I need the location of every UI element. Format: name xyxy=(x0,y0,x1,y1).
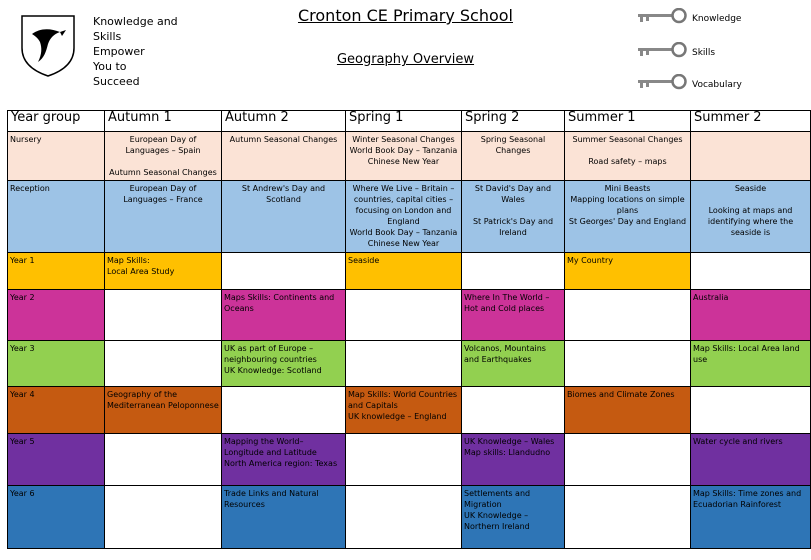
school-name: Cronton CE Primary School xyxy=(297,6,513,25)
table-cell: Australia xyxy=(691,290,811,341)
table-cell: Winter Seasonal Changes World Book Day – Tanzania Chinese New Year xyxy=(346,132,462,181)
table-cell xyxy=(222,253,346,290)
table-cell: Water cycle and rivers xyxy=(691,434,811,486)
row-label: Reception xyxy=(8,181,105,253)
table-cell xyxy=(565,290,691,341)
table-cell: Mini Beasts Mapping locations on simple plans St Georges' Day and England xyxy=(565,181,691,253)
key-label: Vocabulary xyxy=(692,80,742,90)
page-title: Geography Overview xyxy=(336,52,475,67)
table-cell xyxy=(565,434,691,486)
table-cell xyxy=(565,486,691,549)
table-cell xyxy=(565,341,691,387)
table-row xyxy=(8,132,811,181)
table-cell: Settlements and Migration UK Knowledge – Northern Ireland xyxy=(462,486,565,549)
table-cell xyxy=(105,434,222,486)
table-cell: Seaside Looking at maps and identifying where the seaside is xyxy=(691,181,811,253)
column-header: Summer 2 xyxy=(691,111,811,132)
row-label: Year 1 xyxy=(8,253,105,290)
table-cell xyxy=(462,387,565,434)
page-header xyxy=(0,0,811,110)
table-cell: European Day of Languages – France xyxy=(105,181,222,253)
key-icon xyxy=(636,8,688,24)
table-cell xyxy=(105,290,222,341)
table-cell xyxy=(691,132,811,181)
header-row xyxy=(8,111,811,132)
table-row xyxy=(8,253,811,290)
table-cell: Map Skills: World Countries and Capitals UK knowledge – England xyxy=(346,387,462,434)
motto-line: Succeed xyxy=(93,75,140,88)
column-header: Autumn 1 xyxy=(105,111,222,132)
geography-overview-table xyxy=(7,110,811,549)
table-row xyxy=(8,434,811,486)
table-cell: Maps Skills: Continents and Oceans xyxy=(222,290,346,341)
key-label: Knowledge xyxy=(692,14,742,24)
table-cell xyxy=(691,387,811,434)
table-row xyxy=(8,341,811,387)
table-cell: European Day of Languages – Spain Autumn Seasonal Changes xyxy=(105,132,222,181)
table-cell: My Country xyxy=(565,253,691,290)
column-header: Spring 1 xyxy=(346,111,462,132)
row-label: Year 2 xyxy=(8,290,105,341)
row-label: Year 4 xyxy=(8,387,105,434)
table-cell: Geography of the Mediterranean Peloponnese xyxy=(105,387,222,434)
column-header: Year group xyxy=(8,111,105,132)
table-cell: UK Knowledge – Wales Map skills: Llandudno xyxy=(462,434,565,486)
table-cell: Volcanos, Mountains and Earthquakes xyxy=(462,341,565,387)
table-cell xyxy=(462,253,565,290)
column-header: Autumn 2 xyxy=(222,111,346,132)
table-cell xyxy=(346,290,462,341)
table-cell: Trade Links and Natural Resources xyxy=(222,486,346,549)
key-icon xyxy=(636,74,688,90)
table-cell: Map Skills: Local Area land use xyxy=(691,341,811,387)
row-label: Year 5 xyxy=(8,434,105,486)
table-row xyxy=(8,290,811,341)
table-cell xyxy=(691,253,811,290)
table-cell xyxy=(105,486,222,549)
table-cell: Where In The World – Hot and Cold places xyxy=(462,290,565,341)
table-cell: Seaside xyxy=(346,253,462,290)
key-label: Skills xyxy=(692,48,716,58)
key-icon xyxy=(636,42,688,58)
table-cell xyxy=(346,341,462,387)
key-skills xyxy=(636,42,715,58)
table-cell: Spring Seasonal Changes xyxy=(462,132,565,181)
column-header: Spring 2 xyxy=(462,111,565,132)
table-cell: Map Skills: Time zones and Ecuadorian Rainforest xyxy=(691,486,811,549)
motto-line: Skills xyxy=(93,30,122,43)
table-cell xyxy=(222,387,346,434)
row-label: Year 3 xyxy=(8,341,105,387)
table-cell: Where We Live – Britain – countries, capital cities – focusing on London and England World Book Day – Tanzania Chinese New Year xyxy=(346,181,462,253)
table-row xyxy=(8,181,811,253)
table-cell: St David's Day and Wales St Patrick's Day and Ireland xyxy=(462,181,565,253)
table-cell: Map Skills: Local Area Study xyxy=(105,253,222,290)
table-row xyxy=(8,387,811,434)
table-cell xyxy=(105,341,222,387)
table-cell: UK as part of Europe – neighbouring countries UK Knowledge: Scotland xyxy=(222,341,346,387)
table-cell: Autumn Seasonal Changes xyxy=(222,132,346,181)
table-cell: Biomes and Climate Zones xyxy=(565,387,691,434)
key-knowledge xyxy=(636,8,741,24)
table-row xyxy=(8,486,811,549)
table-cell xyxy=(346,434,462,486)
motto-line: Knowledge and xyxy=(93,15,178,28)
motto-line: You to xyxy=(93,60,127,73)
table-cell: Summer Seasonal Changes Road safety – maps xyxy=(565,132,691,181)
column-header: Summer 1 xyxy=(565,111,691,132)
table-cell: St Andrew's Day and Scotland xyxy=(222,181,346,253)
motto-line: Empower xyxy=(93,45,145,58)
key-vocabulary xyxy=(636,74,742,90)
row-label: Nursery xyxy=(8,132,105,181)
table-cell xyxy=(346,486,462,549)
row-label: Year 6 xyxy=(8,486,105,549)
table-cell: Mapping the World– Longitude and Latitude North America region: Texas xyxy=(222,434,346,486)
